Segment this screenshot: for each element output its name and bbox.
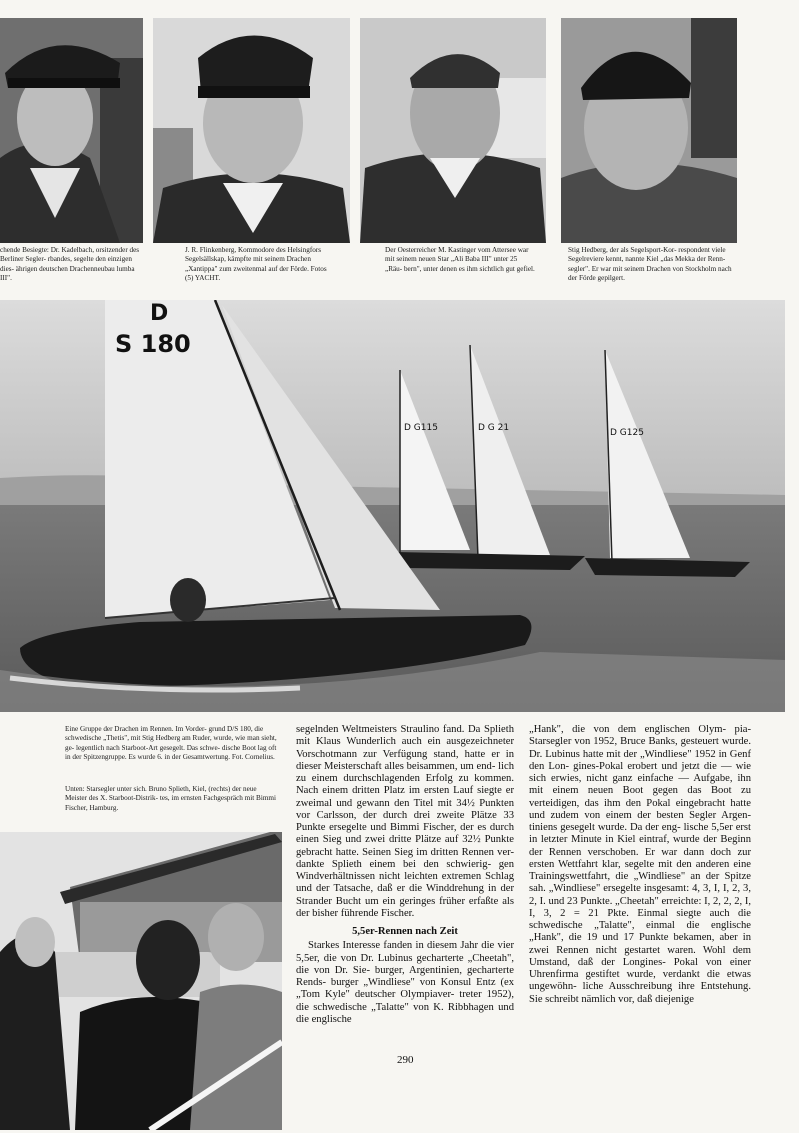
portrait-kadelbach-image <box>0 18 143 243</box>
sail-country-lead: D <box>150 301 169 326</box>
portrait-flinkenberg-image <box>153 18 350 243</box>
page-number: 290 <box>397 1054 414 1066</box>
article-col1-paragraph-2: Starkes Interesse fanden in diesem Jahr die vier 5,5er, die von Dr. Lubinus gecharterte „Cheetah", die von Dr. Sie- burger, Argentinien, gecharterte Rends- burger „Windliese" von Konsul Entz (ex „Tom Kyle" deutscher Olympiaver- treter 1952), die schwedische „Talatte" von K. Ribbhagen und die englische <box>296 940 514 1025</box>
article-col1-paragraph-1: segelnden Weltmeisters Straulino fand. Da Splieth mit Klaus Wunderlich auch ein ausgezeichneter Vorschotmann zur Verfügung stand, hatte er in dieser Meisterschaft alles beisammen, um end- lich zu einem durchschlagenden Erfolg zu kommen. Nach einem dritten Platz im ersten Lauf siegte er zweimal und gewann den Titel mit 34½ Punkten vor Carlsson, der durch drei zweite Plätze 33 Punkte ersegelte und Bimmi Fischer, der es durch einen Sieg und zwei dritte Plätze auf 32½ Punkte gebracht hatte. Seinen Sieg im dritten Rennen ver- dankte Splieth einem bei den schwierig- gen Windverhältnissen nicht leichten extremen Schlag und der Tatsache, daß er die Winddrehung in der Strander Bucht um ein geringes früher erfaßte als der bisher führende Fischer. <box>296 724 514 919</box>
starsegler-image <box>0 832 282 1130</box>
sail-number-boat2: D G115 <box>404 423 438 433</box>
sail-number-lead: S 180 <box>115 330 191 358</box>
portrait-kadelbach <box>0 18 143 243</box>
portrait-caption-4: Stig Hedberg, der als Segelsport-Kor- respondent viele Segelreviere kennt, nannte Kiel „das Mekka der Renn- segler". Er war mit seinem Drachen von Stockholm nach der Förde gepilgert. <box>568 246 732 282</box>
portrait-kastinger <box>360 18 546 243</box>
sail-number-boat4: D G125 <box>610 428 644 438</box>
portrait-caption-1: chende Besiegte: Dr. Kadelbach, orsitzender des Berliner Segler- rbandes, segelte den einzigen dies- ährigen deutschen Drachenneubau lumba III". <box>0 246 140 282</box>
portrait-flinkenberg <box>153 18 350 243</box>
sail-number-boat3: D G 21 <box>478 423 510 433</box>
sailing-race-image <box>0 300 785 712</box>
main-photo-caption: Eine Gruppe der Drachen im Rennen. Im Vorder- grund D/S 180, die schwedische „Thetis", mit Stig Hedberg am Ruder, wurde, wie man sieht, ge- legentlich nach Starboot-Art gesegelt. Das schwe- dische Boot lag oft in der Spitzengruppe. Es wurde 6. in der Gesamtwertung. Fot. Cornelius. <box>65 725 277 761</box>
starsegler-photo <box>0 832 282 1130</box>
portrait-hedberg-image <box>561 18 737 243</box>
section-heading: 5,5er-Rennen nach Zeit <box>352 926 458 937</box>
article-column-2 <box>529 724 751 1006</box>
article-column-1 <box>296 724 514 1026</box>
portrait-caption-3: Der Oesterreicher M. Kastinger vom Attersee war mit seinem neuen Star „Ali Baba III" unter 25 „Räu- bern", unter denen es ihm sichtlich gut gefiel. <box>385 246 535 273</box>
article-col2-paragraph: „Hank", die von dem englischen Olym- pia-Starsegler von 1952, Bruce Banks, gesteuert wurde. Dr. Lubinus hatte mit der „Windliese" 1952 in Genf den Lon- gines-Pokal erobert und jetzt die — wie sich erwies, nicht ganz einfache — Aufgabe, ihn mit einem neuen Boot gegen das Boot zu verteidigen, das ihm den Pokal eingebracht hatte und zudem von einem der besten Segler Argen- tiniens gesegelt wurde. Da der eng- lische 5,5er erst in letzter Minute in Kiel eintraf, wurde der Beginn der Rennen verschoben. Er war dann doch zur ersten Wettfahrt klar, segelte mit den anderen eine Trainingswettfahrt, die „Windliese" an der Spitze sah. „Windliese" ersegelte insgesamt: 4, 3, I, I, 2, 3, 2, I. und 23 Punkte. „Cheetah" erreichte: I, 2, 2, 2, I, I, 3, 2 = 21 Pkte. Einmal siegte auch die schwedische „Talatte", einmal die englische „Hank", die 19 und 17 Punkte bekamen, aber in zwei Rennen nicht gestartet waren. Wohl dem Umstand, daß der Longines- Pokal von einer Uhrenfirma gestiftet wurde, verdankt die etwas ungewöhn- liche Ausschreibung ihre Entstehung. Sie schreibt nämlich vor, daß diejenige <box>529 724 751 1005</box>
portrait-caption-2: J. R. Flinkenberg, Kommodore des Helsingfors Segelsällskap, kämpfte mit seinem Drachen „Xantippa" zum zweitenmal auf der Förde. Fotos (5) YACHT. <box>185 246 327 282</box>
bottom-photo-caption: Unten: Starsegler unter sich. Bruno Splieth, Kiel, (rechts) der neue Meister des X. Starboot-Distrik- tes, im ernsten Fachgespräch mit Bimmi Fischer, Hamburg. <box>65 785 276 812</box>
sailing-race-photo <box>0 300 785 712</box>
portrait-kastinger-image <box>360 18 546 243</box>
portrait-hedberg <box>561 18 737 243</box>
